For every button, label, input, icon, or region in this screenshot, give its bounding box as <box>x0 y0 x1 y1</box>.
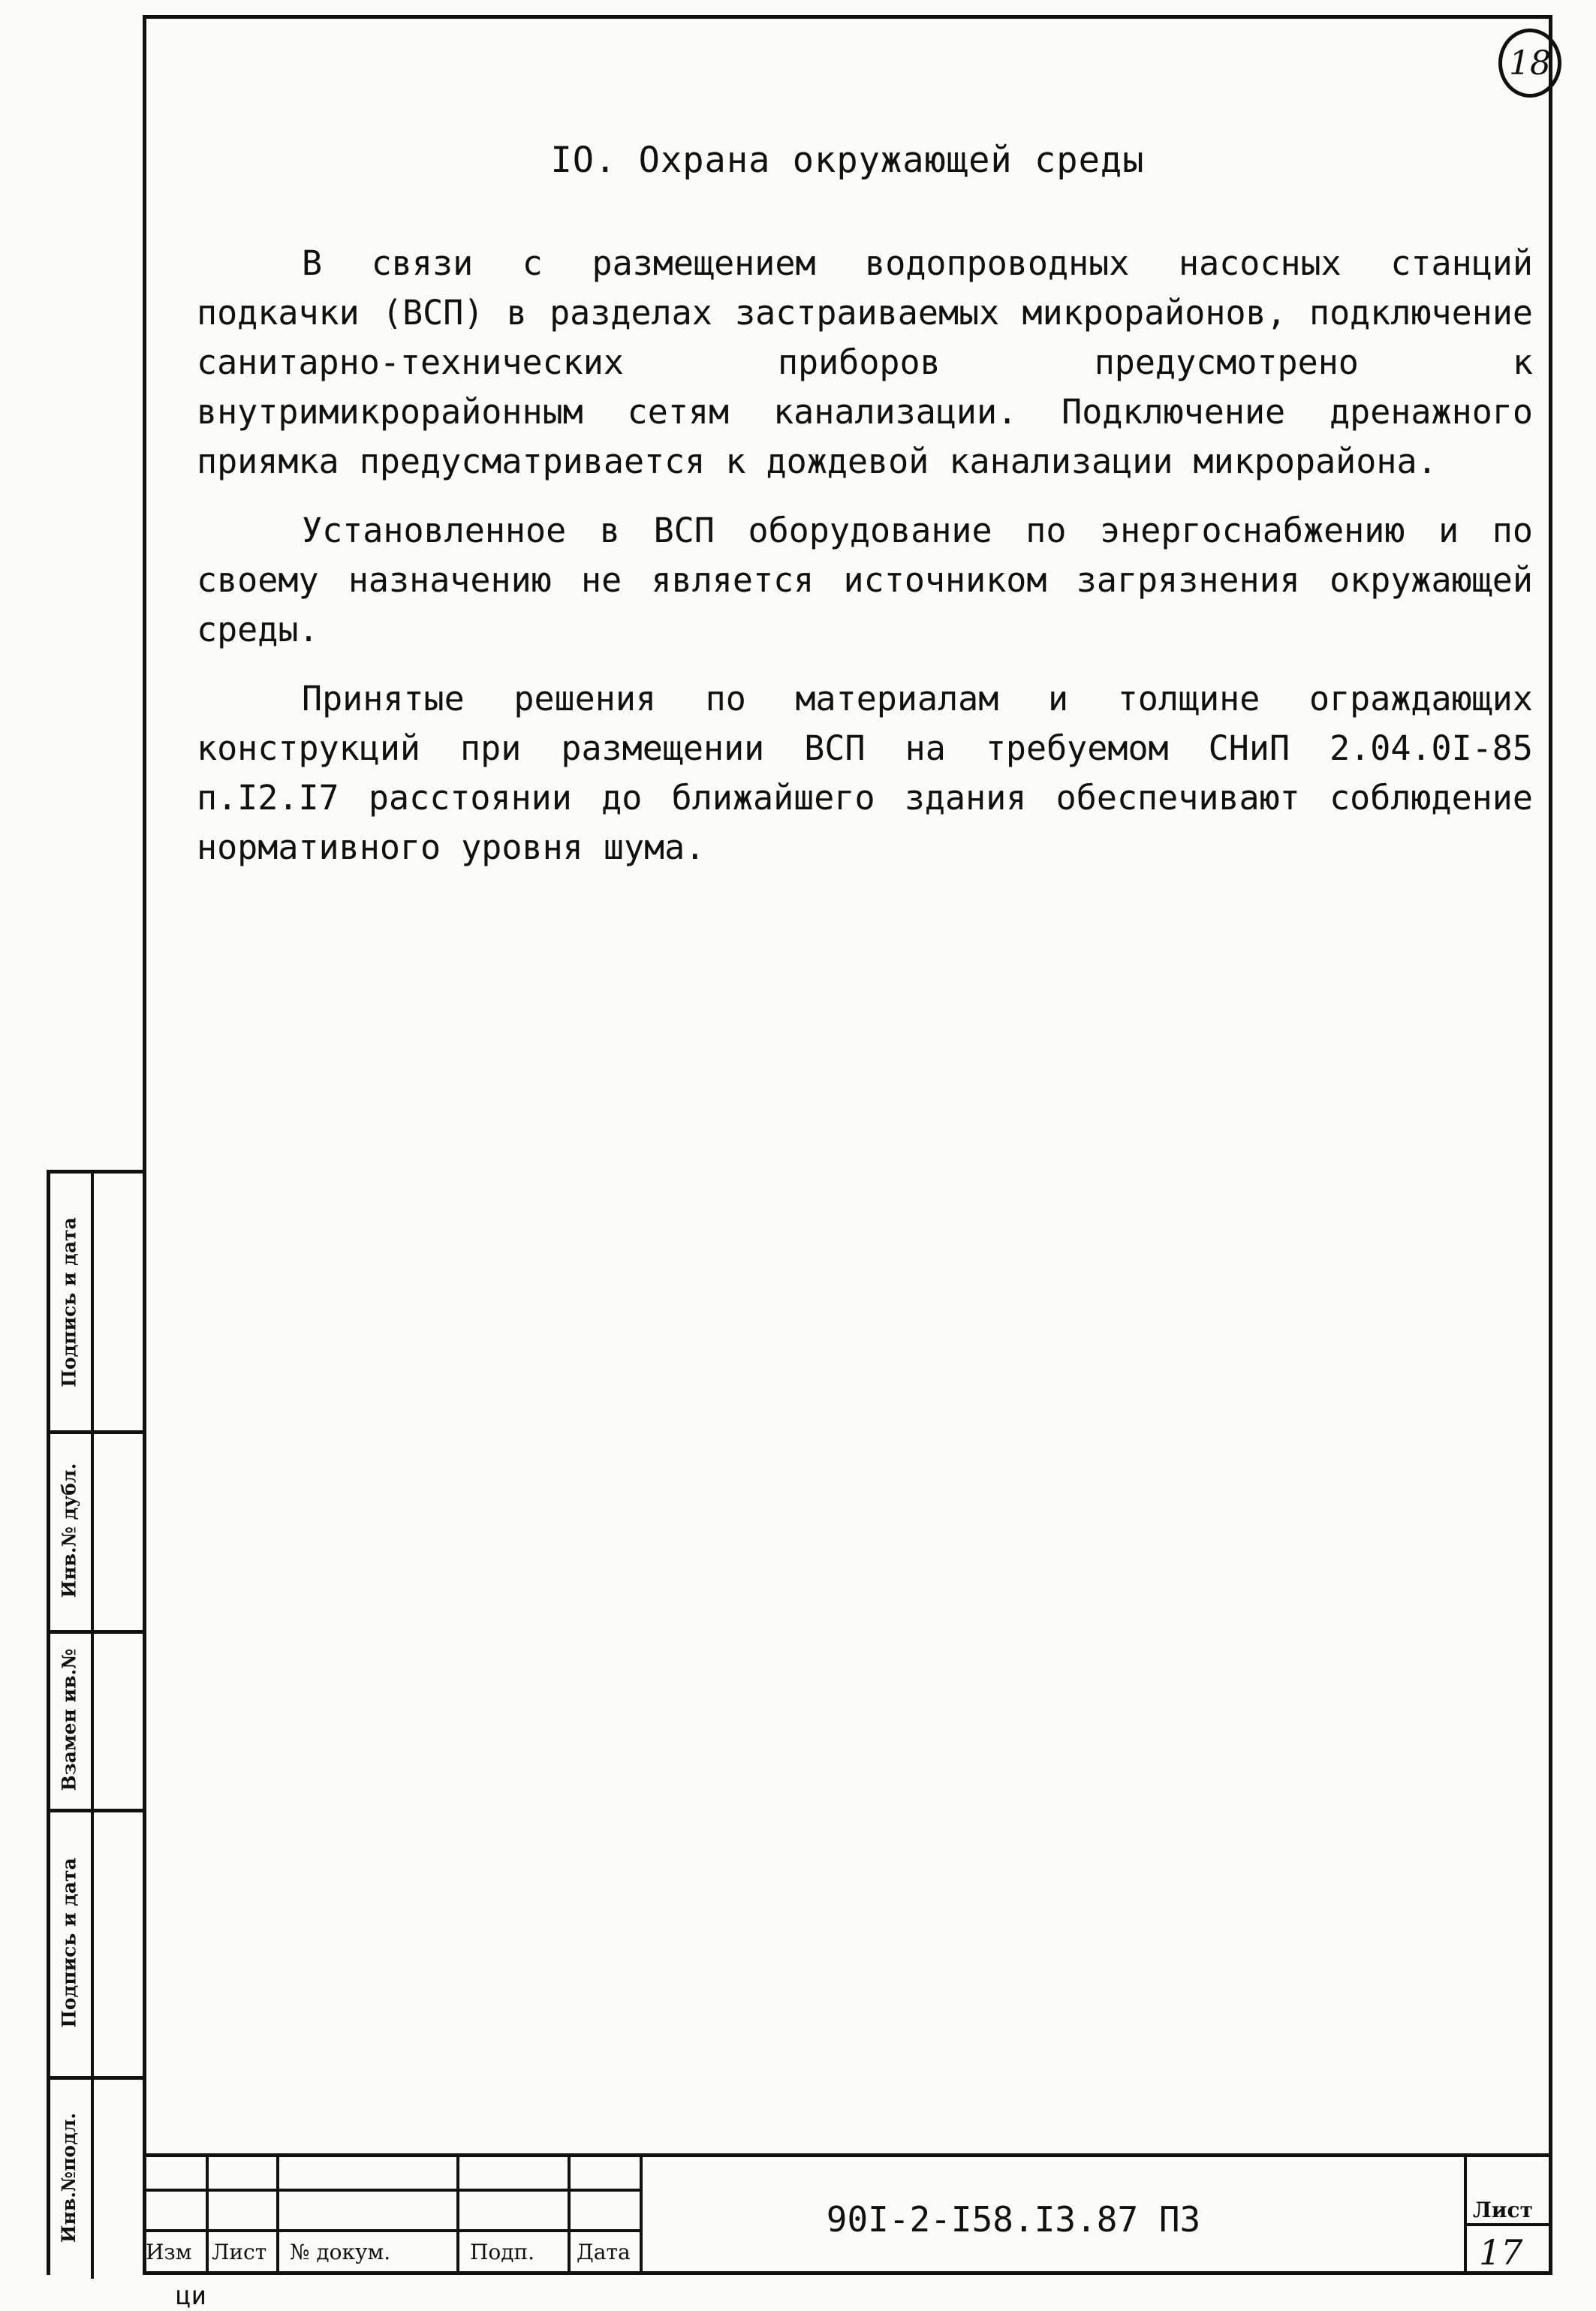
paragraph-1: В связи с размещением водопроводных насосных станций подкачки (ВСП) в разделах застраиваемых микрорайонов, подключение санитарно-технических приборов предусмотрено к внутримикрорайонным сетям канализации. Подключение дренажного приямка предусматривается к дождевой канализации микрорайона. <box>197 243 1533 481</box>
col-label-sheet: Лист <box>212 2240 267 2264</box>
side-label-replacement-inventory: Взамен ив.№ <box>58 1648 80 1791</box>
paragraph-3: Принятые решения по материалам и толщине ограждающих конструкций при размещении ВСП на требуемом СНиП 2.04.0I-85 п.I2.I7 расстоянии до ближайшего здания обеспечивают соблюдение нормативного уровня шума. <box>197 679 1533 867</box>
title-block <box>143 2153 1552 2275</box>
sheet-number: 17 <box>1479 2232 1523 2273</box>
title-block-col-divider <box>206 2157 209 2275</box>
page-number-mark <box>1498 29 1561 98</box>
document-code: 90I-2-I58.I3.87 ПЗ <box>826 2199 1201 2240</box>
title-block-rule <box>143 2229 640 2232</box>
page-number-mark-text: 18 <box>1509 44 1551 83</box>
side-stamp <box>47 1170 143 2275</box>
side-label-dup-inventory: Инв.№ дубл. <box>58 1463 80 1598</box>
sheet-cell-rule <box>1464 2223 1552 2226</box>
col-label-document-no: № докум. <box>290 2240 391 2264</box>
paragraph-2: Установленное в ВСП оборудование по энергоснабжению и по своему назначению не является источником загрязнения окружающей среды. <box>197 511 1533 649</box>
col-label-change: Изм <box>146 2240 192 2264</box>
sheet-cell-divider <box>1464 2157 1467 2275</box>
title-block-col-divider <box>456 2157 459 2275</box>
title-block-col-divider <box>568 2157 571 2275</box>
col-label-signature: Подп. <box>470 2240 535 2264</box>
title-block-col-divider <box>276 2157 279 2275</box>
footer-note: ци <box>176 2281 206 2311</box>
side-label-signature-date-1: Подпись и дата <box>58 1216 80 1388</box>
col-label-date: Дата <box>577 2240 631 2264</box>
title-block-rule <box>143 2189 640 2192</box>
sheet-label: Лист <box>1473 2198 1533 2222</box>
side-label-original-inventory: Инв.№подл. <box>58 2112 80 2243</box>
body-text <box>197 239 1533 892</box>
side-label-signature-date-2: Подпись и дата <box>58 1857 80 2028</box>
section-title: IO. Охрана окружающей среды <box>550 140 1145 181</box>
